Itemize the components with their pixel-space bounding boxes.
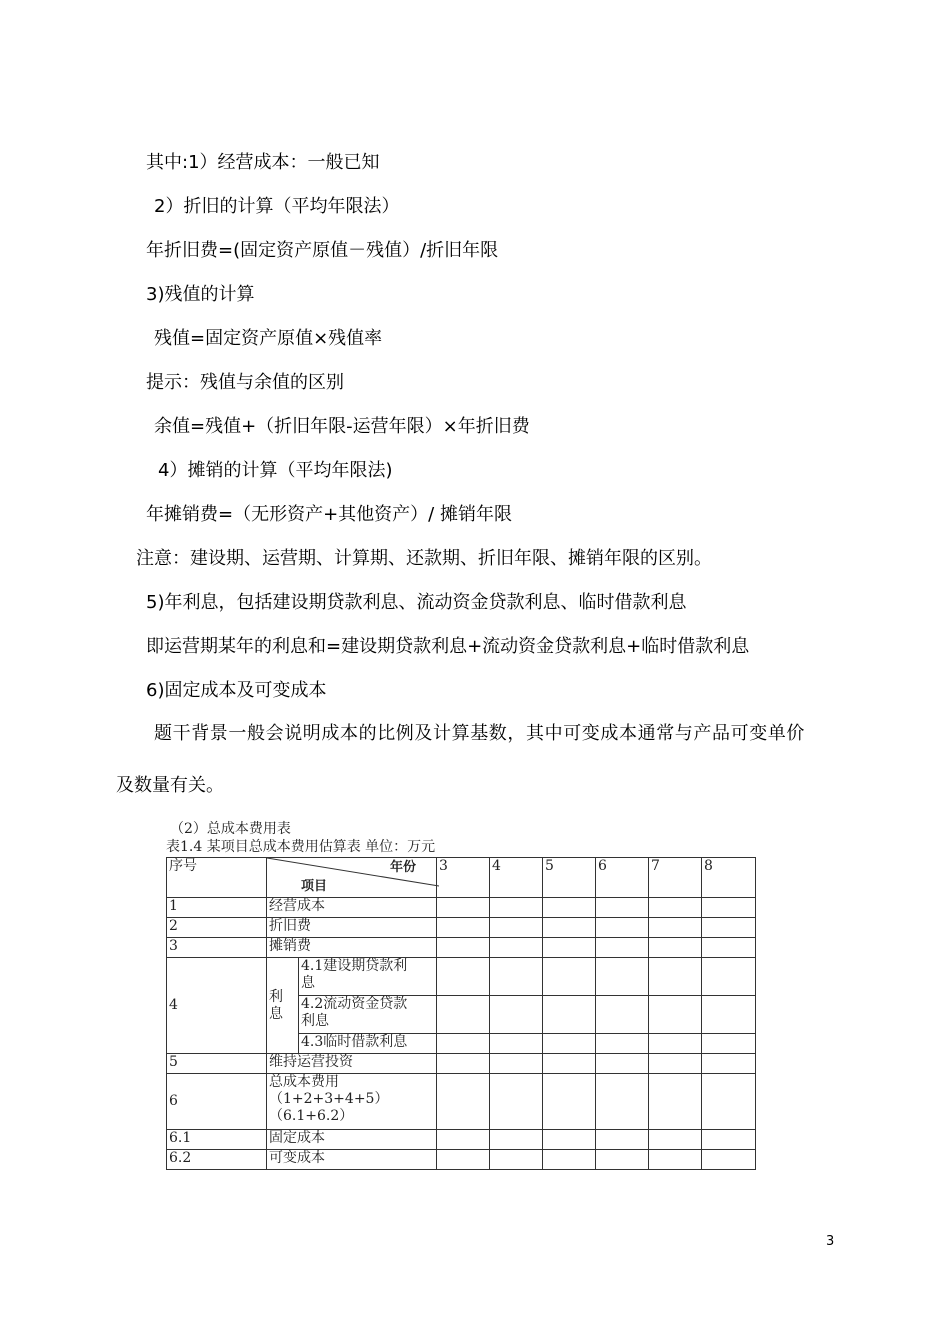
header-diagonal-cell bbox=[267, 858, 437, 898]
row-sub-item: 4.3临时借款利息 bbox=[299, 1034, 437, 1054]
table-title: 表1.4 某项目总成本费用估算表 单位：万元 bbox=[166, 839, 436, 855]
row-seq: 6.1 bbox=[167, 1130, 267, 1150]
text-line-6: 提示：残值与余值的区别 bbox=[146, 372, 344, 393]
page-number: 3 bbox=[826, 1234, 835, 1249]
header-year-7: 7 bbox=[649, 858, 702, 898]
row-group-label: 利 息 bbox=[267, 958, 299, 1054]
row-seq: 1 bbox=[167, 898, 267, 918]
table-row bbox=[167, 1150, 756, 1170]
paragraph-line-2: 及数量有关。 bbox=[116, 775, 224, 796]
row-seq: 4 bbox=[167, 958, 267, 1054]
row-item: 经营成本 bbox=[267, 898, 437, 918]
table-row bbox=[167, 898, 756, 918]
row-item: 维持运营投资 bbox=[267, 1054, 437, 1074]
text-line-13: 6)固定成本及可变成本 bbox=[146, 680, 327, 701]
header-year: 年份 bbox=[389, 860, 416, 875]
header-year-3: 3 bbox=[437, 858, 490, 898]
header-item: 项目 bbox=[301, 879, 328, 894]
row-sub-item: 4.2流动资金贷款 利息 bbox=[299, 996, 437, 1034]
row-item: 固定成本 bbox=[267, 1130, 437, 1150]
header-year-8: 8 bbox=[702, 858, 756, 898]
table-header-row bbox=[167, 858, 756, 898]
text-line-2: 2）折旧的计算（平均年限法） bbox=[154, 196, 400, 217]
table-section-caption: （2）总成本费用表 bbox=[170, 821, 291, 837]
row-item: 可变成本 bbox=[267, 1150, 437, 1170]
text-line-1: 其中:1）经营成本：一般已知 bbox=[146, 152, 380, 173]
header-year-5: 5 bbox=[543, 858, 596, 898]
paragraph-line-1: 题干背景一般会说明成本的比例及计算基数，其中可变成本通常与产品可变单价 bbox=[154, 723, 805, 744]
text-line-5: 残值=固定资产原值×残值率 bbox=[154, 328, 383, 349]
table-row bbox=[167, 958, 756, 996]
text-line-8: 4）摊销的计算（平均年限法) bbox=[158, 460, 393, 481]
cost-table bbox=[166, 857, 756, 1170]
header-year-6: 6 bbox=[596, 858, 649, 898]
row-seq: 5 bbox=[167, 1054, 267, 1074]
row-seq: 2 bbox=[167, 918, 267, 938]
row-seq: 6 bbox=[167, 1074, 267, 1130]
table-row bbox=[167, 1130, 756, 1150]
text-line-11: 5)年利息，包括建设期贷款利息、流动资金贷款利息、临时借款利息 bbox=[146, 592, 687, 613]
text-line-3: 年折旧费=(固定资产原值－残值）/折旧年限 bbox=[146, 240, 499, 261]
row-seq: 3 bbox=[167, 938, 267, 958]
row-sub-item: 4.1建设期贷款利 息 bbox=[299, 958, 437, 996]
table-row bbox=[167, 918, 756, 938]
table-row bbox=[167, 1074, 756, 1130]
row-item: 摊销费 bbox=[267, 938, 437, 958]
row-item: 总成本费用 （1+2+3+4+5） （6.1+6.2） bbox=[267, 1074, 437, 1130]
row-seq: 6.2 bbox=[167, 1150, 267, 1170]
row-item: 折旧费 bbox=[267, 918, 437, 938]
text-line-9: 年摊销费=（无形资产+其他资产）/ 摊销年限 bbox=[146, 504, 512, 525]
text-line-10: 注意：建设期、运营期、计算期、还款期、折旧年限、摊销年限的区别。 bbox=[136, 548, 712, 569]
text-line-4: 3)残值的计算 bbox=[146, 284, 255, 305]
text-line-7: 余值=残值+（折旧年限-运营年限）×年折旧费 bbox=[154, 416, 530, 437]
table-row bbox=[167, 1054, 756, 1074]
header-year-4: 4 bbox=[490, 858, 543, 898]
header-seq: 序号 bbox=[167, 858, 267, 898]
table-row bbox=[167, 938, 756, 958]
text-line-12: 即运营期某年的利息和=建设期贷款利息+流动资金贷款利息+临时借款利息 bbox=[146, 636, 750, 657]
